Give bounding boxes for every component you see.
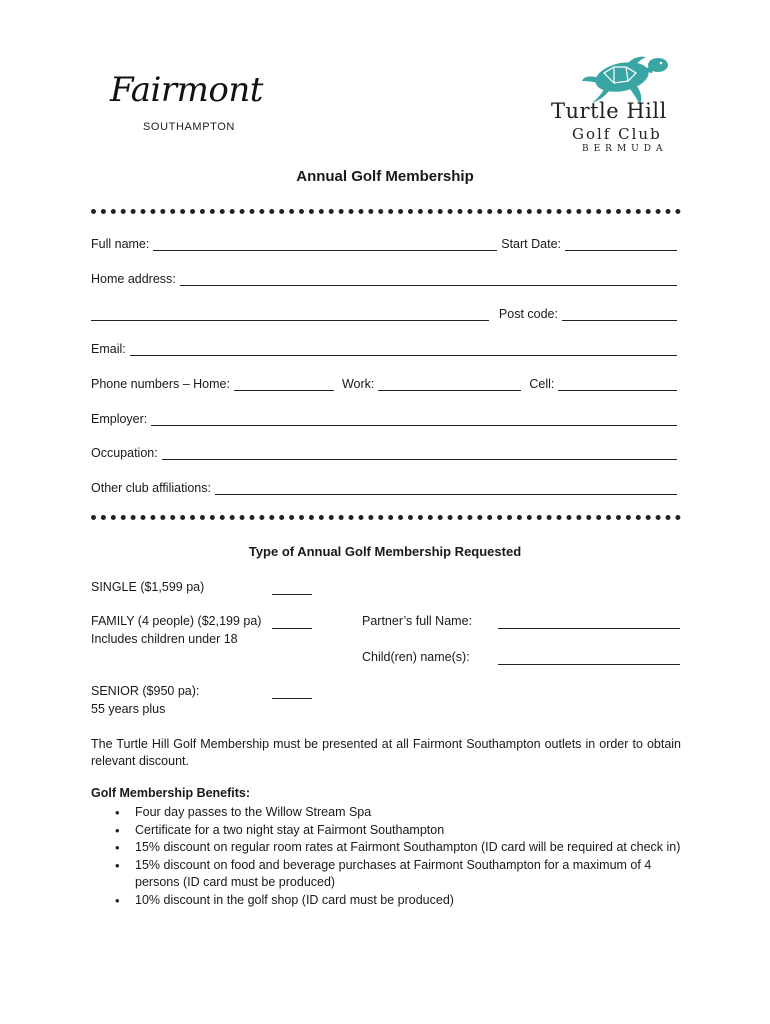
- membership-notice: The Turtle Hill Golf Membership must be presented at all Fairmont Southampton outlets in order to obtain relevant discount.: [91, 737, 681, 768]
- post-code-input[interactable]: [562, 309, 677, 321]
- post-code-label: Post code:: [498, 307, 558, 321]
- phone-cell-label: Cell:: [529, 377, 555, 391]
- home-address-input[interactable]: [180, 274, 677, 286]
- children-names-input[interactable]: [498, 653, 680, 665]
- benefit-item: • 10% discount in the golf shop (ID card must be produced): [112, 892, 682, 910]
- family-note: Includes children under 18: [91, 632, 238, 646]
- occupation-input[interactable]: [162, 448, 677, 460]
- phone-row: [91, 377, 681, 391]
- family-label: FAMILY (4 people) ($2,199 pa): [91, 614, 262, 628]
- benefit-item: • Certificate for a two night stay at Fairmont Southampton: [112, 822, 682, 840]
- fairmont-logo-name: Fairmont: [110, 70, 263, 110]
- occupation-row: [91, 446, 681, 460]
- senior-note: 55 years plus: [91, 702, 166, 716]
- senior-input[interactable]: [272, 687, 312, 699]
- membership-type-title: Type of Annual Golf Membership Requested: [248, 544, 522, 559]
- phone-home-input[interactable]: [234, 379, 334, 391]
- home-address-line2-input[interactable]: [91, 309, 489, 321]
- benefit-item: • Four day passes to the Willow Stream Spa: [112, 804, 682, 822]
- phone-cell-input[interactable]: [558, 379, 677, 391]
- fairmont-logo-location: SOUTHAMPTON: [143, 121, 235, 133]
- address-line2-row: [91, 307, 681, 321]
- phone-work-label: Work:: [341, 377, 375, 391]
- fairmont-logo: [106, 66, 270, 136]
- email-label: Email:: [91, 342, 126, 356]
- start-date-input[interactable]: [565, 239, 677, 251]
- other-clubs-label: Other club affiliations:: [91, 481, 211, 495]
- turtle-hill-logo-sub: Golf Club: [572, 125, 662, 143]
- family-input[interactable]: [272, 617, 312, 629]
- phone-work-input[interactable]: [378, 379, 521, 391]
- senior-label: SENIOR ($950 pa):: [91, 684, 200, 698]
- children-names-label: Child(ren) name(s):: [362, 650, 470, 664]
- start-date-label: Start Date:: [501, 237, 561, 251]
- home-address-row: [91, 272, 681, 286]
- email-row: [91, 342, 681, 356]
- other-clubs-row: [91, 481, 681, 495]
- benefit-item: • 15% discount on regular room rates at Fairmont Southampton (ID card will be required at check in): [112, 839, 682, 857]
- full-name-input[interactable]: [153, 239, 497, 251]
- email-input[interactable]: [130, 344, 677, 356]
- partner-name-label: Partner’s full Name:: [362, 614, 472, 628]
- benefits-list: [112, 804, 682, 909]
- turtle-hill-logo-name: Turtle Hill: [551, 99, 667, 123]
- separator-top: [91, 209, 681, 214]
- employer-row: [91, 412, 681, 426]
- single-input[interactable]: [272, 583, 312, 595]
- phone-home-label: Phone numbers – Home:: [91, 377, 230, 391]
- benefits-title: Golf Membership Benefits:: [91, 786, 251, 800]
- employer-label: Employer:: [91, 412, 148, 426]
- page-title: Annual Golf Membership: [296, 168, 474, 185]
- other-clubs-input[interactable]: [215, 483, 677, 495]
- turtle-hill-logo: [545, 55, 695, 155]
- home-address-label: Home address:: [91, 272, 176, 286]
- separator-middle: [91, 515, 681, 520]
- partner-name-input[interactable]: [498, 617, 680, 629]
- occupation-label: Occupation:: [91, 446, 158, 460]
- single-label: SINGLE ($1,599 pa): [91, 580, 205, 594]
- full-name-row: [91, 237, 681, 251]
- benefit-item: • 15% discount on food and beverage purchases at Fairmont Southampton for a maximum of 4 persons (ID card must be produced): [112, 857, 682, 892]
- employer-input[interactable]: [151, 414, 677, 426]
- turtle-hill-logo-location: BERMUDA: [582, 144, 668, 154]
- full-name-label: Full name:: [91, 237, 150, 251]
